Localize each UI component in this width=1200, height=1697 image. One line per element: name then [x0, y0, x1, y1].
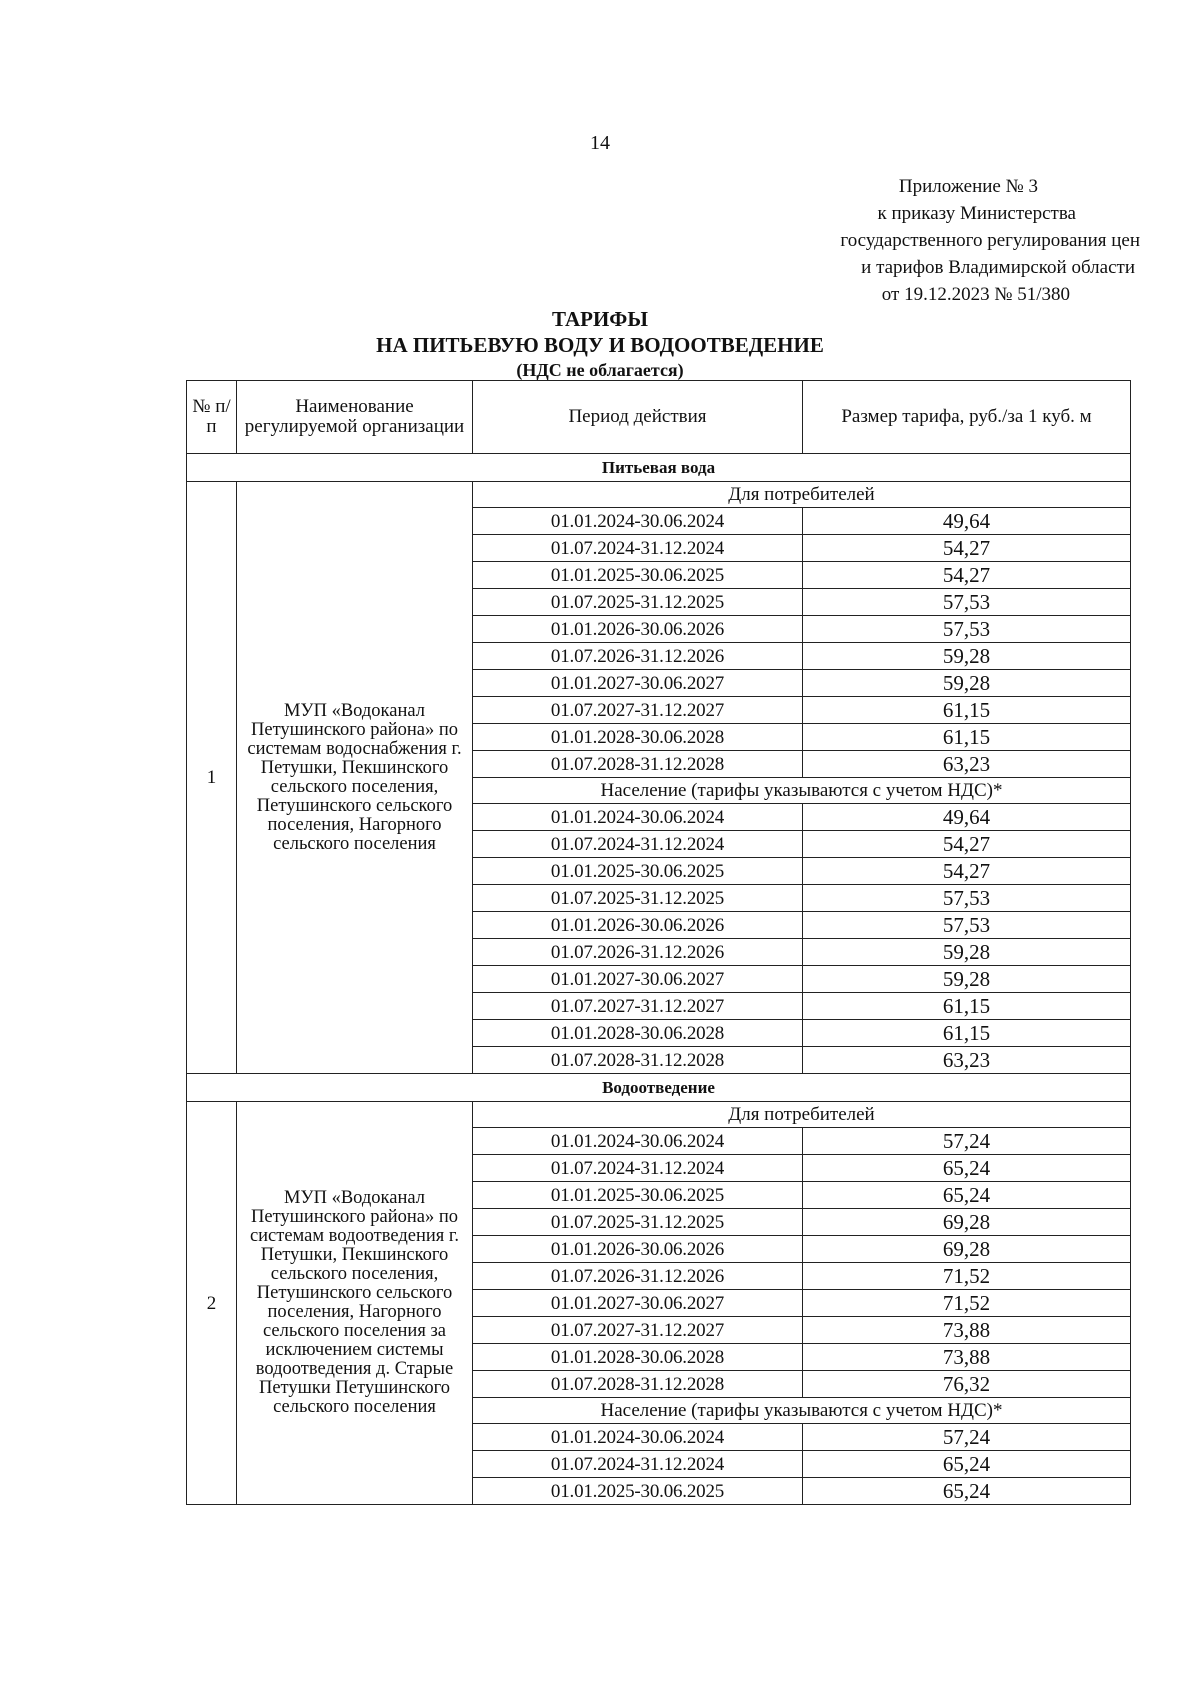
- group-header-row: [187, 482, 1131, 508]
- header-period: Период действия: [473, 381, 803, 454]
- appendix-line: к приказу Министерства: [877, 203, 1076, 224]
- tariff-value-cell: 63,23: [803, 1047, 1131, 1074]
- tariff-value-cell: 49,64: [803, 804, 1131, 831]
- section-title-row: [187, 454, 1131, 482]
- section-title-row: [187, 1074, 1131, 1102]
- tariff-value-cell: 49,64: [803, 508, 1131, 535]
- tariff-value-cell: 65,24: [803, 1182, 1131, 1209]
- tariff-value-cell: 71,52: [803, 1290, 1131, 1317]
- period-cell: 01.07.2027-31.12.2027: [473, 697, 803, 724]
- period-cell: 01.01.2024-30.06.2024: [473, 508, 803, 535]
- section-title: Водоотведение: [187, 1074, 1131, 1102]
- header-tariff: Размер тарифа, руб./за 1 куб. м: [803, 381, 1131, 454]
- tariff-value-cell: 57,53: [803, 912, 1131, 939]
- header-num: № п/п: [187, 381, 237, 454]
- tariff-value-cell: 69,28: [803, 1209, 1131, 1236]
- tariff-value-cell: 73,88: [803, 1317, 1131, 1344]
- page-number: 14: [590, 132, 610, 154]
- period-cell: 01.01.2026-30.06.2026: [473, 912, 803, 939]
- period-cell: 01.01.2027-30.06.2027: [473, 1290, 803, 1317]
- tariff-value-cell: 61,15: [803, 697, 1131, 724]
- header-org: Наименование регулируемой организации: [237, 381, 473, 454]
- period-cell: 01.01.2025-30.06.2025: [473, 562, 803, 589]
- group-label: Население (тарифы указываются с учетом НДС)*: [473, 1398, 1131, 1424]
- document-title: ТАРИФЫ: [552, 307, 648, 331]
- tariff-table: [186, 380, 1131, 1505]
- tariff-value-cell: 57,24: [803, 1128, 1131, 1155]
- tariff-value-cell: 59,28: [803, 643, 1131, 670]
- tariff-value-cell: 57,53: [803, 589, 1131, 616]
- period-cell: 01.01.2026-30.06.2026: [473, 1236, 803, 1263]
- tariff-value-cell: 54,27: [803, 858, 1131, 885]
- period-cell: 01.07.2028-31.12.2028: [473, 1371, 803, 1398]
- appendix-line: и тарифов Владимирской области: [861, 257, 1135, 278]
- appendix-line: Приложение № 3: [898, 176, 1038, 197]
- tariff-value-cell: 76,32: [803, 1371, 1131, 1398]
- period-cell: 01.01.2024-30.06.2024: [473, 804, 803, 831]
- period-cell: 01.07.2027-31.12.2027: [473, 1317, 803, 1344]
- tariff-value-cell: 69,28: [803, 1236, 1131, 1263]
- period-cell: 01.07.2026-31.12.2026: [473, 939, 803, 966]
- tariff-value-cell: 59,28: [803, 670, 1131, 697]
- appendix-block: [700, 173, 1140, 308]
- document-subtitle: НА ПИТЬЕВУЮ ВОДУ И ВОДООТВЕДЕНИЕ: [376, 333, 824, 357]
- period-cell: 01.07.2024-31.12.2024: [473, 1451, 803, 1478]
- period-cell: 01.01.2028-30.06.2028: [473, 724, 803, 751]
- organization-name: МУП «Водоканал Петушинского района» по системам водоотведения г. Петушки, Пекшинского сельского поселения, Петушинского сельского поселения, Нагорного сельского поселения за исключением системы водоотведения д. Старые Петушки Петушинского сельского поселения: [237, 1102, 473, 1505]
- period-cell: 01.01.2028-30.06.2028: [473, 1344, 803, 1371]
- period-cell: 01.01.2026-30.06.2026: [473, 616, 803, 643]
- group-header-row: [187, 1102, 1131, 1128]
- group-label: Население (тарифы указываются с учетом НДС)*: [473, 778, 1131, 804]
- period-cell: 01.07.2026-31.12.2026: [473, 643, 803, 670]
- period-cell: 01.07.2028-31.12.2028: [473, 1047, 803, 1074]
- period-cell: 01.07.2024-31.12.2024: [473, 1155, 803, 1182]
- period-cell: 01.01.2028-30.06.2028: [473, 1020, 803, 1047]
- tariff-value-cell: 63,23: [803, 751, 1131, 778]
- period-cell: 01.01.2027-30.06.2027: [473, 966, 803, 993]
- tariff-value-cell: 59,28: [803, 966, 1131, 993]
- section-title: Питьевая вода: [187, 454, 1131, 482]
- tariff-value-cell: 61,15: [803, 993, 1131, 1020]
- appendix-line: государственного регулирования цен: [840, 230, 1140, 251]
- period-cell: 01.07.2025-31.12.2025: [473, 1209, 803, 1236]
- tariff-value-cell: 73,88: [803, 1344, 1131, 1371]
- group-label: Для потребителей: [473, 1102, 1131, 1128]
- period-cell: 01.01.2025-30.06.2025: [473, 1182, 803, 1209]
- group-label: Для потребителей: [473, 482, 1131, 508]
- period-cell: 01.07.2027-31.12.2027: [473, 993, 803, 1020]
- tariff-value-cell: 61,15: [803, 724, 1131, 751]
- tariff-value-cell: 59,28: [803, 939, 1131, 966]
- tariff-value-cell: 61,15: [803, 1020, 1131, 1047]
- tariff-value-cell: 57,53: [803, 885, 1131, 912]
- period-cell: 01.01.2024-30.06.2024: [473, 1424, 803, 1451]
- table-header-row: [187, 381, 1131, 454]
- tariff-value-cell: 57,24: [803, 1424, 1131, 1451]
- tariff-value-cell: 65,24: [803, 1478, 1131, 1505]
- period-cell: 01.07.2026-31.12.2026: [473, 1263, 803, 1290]
- tariff-value-cell: 71,52: [803, 1263, 1131, 1290]
- period-cell: 01.01.2025-30.06.2025: [473, 1478, 803, 1505]
- tariff-value-cell: 65,24: [803, 1451, 1131, 1478]
- tariff-value-cell: 54,27: [803, 535, 1131, 562]
- period-cell: 01.07.2024-31.12.2024: [473, 535, 803, 562]
- tariff-value-cell: 54,27: [803, 831, 1131, 858]
- organization-name: МУП «Водоканал Петушинского района» по системам водоснабжения г. Петушки, Пекшинского сельского поселения, Петушинского сельского поселения, Нагорного сельского поселения: [237, 482, 473, 1074]
- period-cell: 01.07.2024-31.12.2024: [473, 831, 803, 858]
- table-body: [187, 454, 1131, 1505]
- period-cell: 01.07.2025-31.12.2025: [473, 885, 803, 912]
- period-cell: 01.07.2025-31.12.2025: [473, 589, 803, 616]
- tariff-value-cell: 57,53: [803, 616, 1131, 643]
- row-number: 1: [187, 482, 237, 1074]
- tariff-value-cell: 65,24: [803, 1155, 1131, 1182]
- period-cell: 01.01.2025-30.06.2025: [473, 858, 803, 885]
- row-number: 2: [187, 1102, 237, 1505]
- period-cell: 01.01.2024-30.06.2024: [473, 1128, 803, 1155]
- period-cell: 01.07.2028-31.12.2028: [473, 751, 803, 778]
- period-cell: 01.01.2027-30.06.2027: [473, 670, 803, 697]
- vat-note: (НДС не облагается): [516, 360, 684, 380]
- tariff-value-cell: 54,27: [803, 562, 1131, 589]
- appendix-line: от 19.12.2023 № 51/380: [881, 284, 1070, 305]
